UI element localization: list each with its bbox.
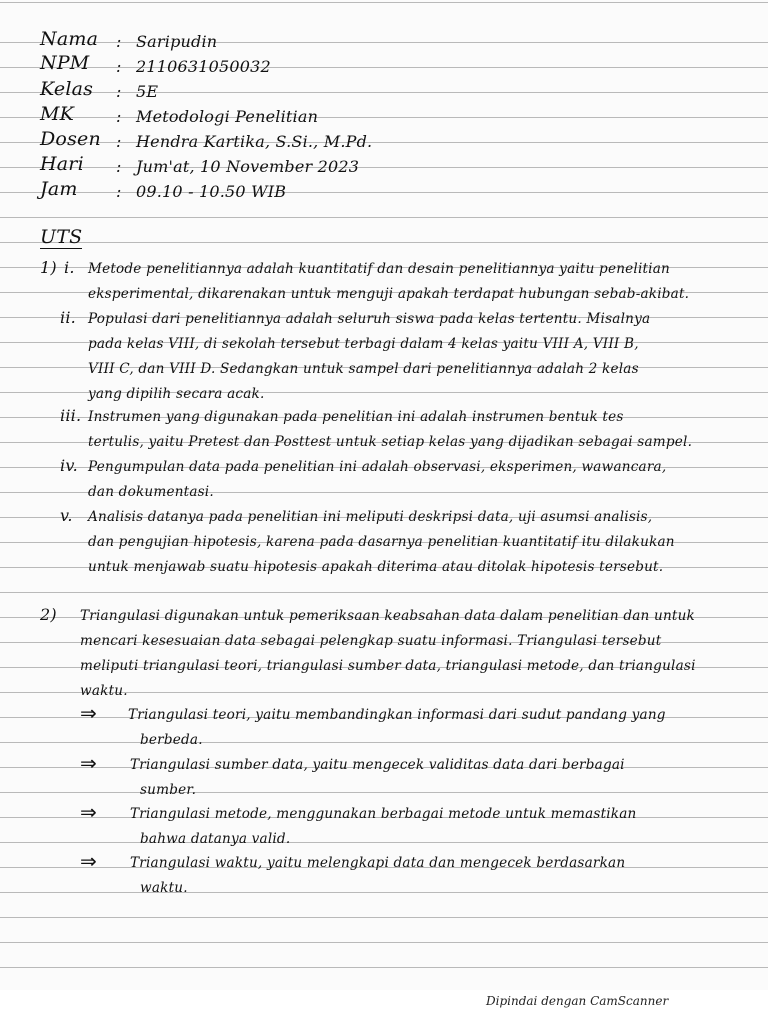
answer-line: Populasi dari penelitiannya adalah seluruh siswa pada kelas tertentu. Misalnya [88,311,651,327]
header-label-hari: Hari [40,153,84,175]
answer-line: sumber. [140,782,197,798]
answer-line: bahwa datanya valid. [140,831,291,847]
header-label-dosen: Dosen [40,128,101,150]
double-arrow-icon: ⇒ [80,701,97,725]
header-colon: : [116,57,122,76]
header-value-nama: Saripudin [136,32,218,51]
answer-line: VIII C, dan VIII D. Sedangkan untuk sampel dari penelitiannya adalah 2 kelas [88,361,639,377]
header-colon: : [116,182,122,201]
double-arrow-icon: ⇒ [80,751,97,775]
item-roman: ii. [60,308,76,327]
answer-line: waktu. [80,683,128,699]
answer-line: dan pengujian hipotesis, karena pada dasarnya penelitian kuantitatif itu dilakukan [88,534,675,550]
header-label-nama: Nama [40,28,99,50]
item-roman: i. [64,258,75,277]
header-value-kelas: 5E [136,82,159,101]
question-number: 2) [40,605,57,624]
answer-line: Triangulasi waktu, yaitu melengkapi data dan mengecek berdasarkan [130,855,626,871]
header-colon: : [116,132,122,151]
question-number: 1) [40,258,57,277]
answer-line: eksperimental, dikarenakan untuk menguji apakah terdapat hubungan sebab-akibat. [88,286,690,302]
answer-line: yang dipilih secara acak. [88,386,265,402]
answer-line: tertulis, yaitu Pretest dan Posttest untuk setiap kelas yang dijadikan sebagai sampel. [88,434,693,450]
answer-line: waktu. [140,880,188,896]
header-value-jam: 09.10 - 10.50 WIB [136,182,287,201]
answer-line: untuk menjawab suatu hipotesis apakah diterima atau ditolak hipotesis tersebut. [88,559,664,575]
answer-line: Triangulasi digunakan untuk pemeriksaan keabsahan data dalam penelitian dan untuk [80,608,695,624]
header-label-jam: Jam [40,178,78,200]
header-colon: : [116,82,122,101]
scanner-watermark: Dipindai dengan CamScanner [486,994,669,1008]
answer-line: Metode penelitiannya adalah kuantitatif dan desain penelitiannya yaitu penelitian [88,261,670,277]
answer-line: meliputi triangulasi teori, triangulasi sumber data, triangulasi metode, dan triangulasi [80,658,696,674]
answer-line: mencari kesesuaian data sebagai pelengkap suatu informasi. Triangulasi tersebut [80,633,662,649]
header-label-mk: MK [40,103,75,125]
double-arrow-icon: ⇒ [80,800,97,824]
answer-line: Pengumpulan data pada penelitian ini adalah observasi, eksperimen, wawancara, [88,459,667,475]
answer-line: pada kelas VIII, di sekolah tersebut terbagi dalam 4 kelas yaitu VIII A, VIII B, [88,336,639,352]
header-value-dosen: Hendra Kartika, S.Si., M.Pd. [136,132,373,151]
answer-line: Analisis datanya pada penelitian ini meliputi deskripsi data, uji asumsi analisis, [88,509,653,525]
item-roman: v. [60,506,73,525]
answer-line: berbeda. [140,732,203,748]
answer-line: Triangulasi sumber data, yaitu mengecek validitas data dari berbagai [130,757,625,773]
answer-line: Triangulasi metode, menggunakan berbagai metode untuk memastikan [130,806,637,822]
header-value-mk: Metodologi Penelitian [136,107,319,126]
header-value-hari: Jum'at, 10 November 2023 [136,157,360,176]
header-colon: : [116,107,122,126]
header-label-kelas: Kelas [40,78,94,100]
header-value-npm: 2110631050032 [136,57,271,76]
answer-line: dan dokumentasi. [88,484,214,500]
header-colon: : [116,157,122,176]
double-arrow-icon: ⇒ [80,849,97,873]
header-label-npm: NPM [40,52,90,74]
item-roman: iii. [60,406,82,425]
item-roman: iv. [60,456,78,475]
answer-line: Instrumen yang digunakan pada penelitian ini adalah instrumen bentuk tes [88,409,624,425]
answer-line: Triangulasi teori, yaitu membandingkan informasi dari sudut pandang yang [128,707,666,723]
uts-title: UTS [40,226,83,248]
header-colon: : [116,32,122,51]
